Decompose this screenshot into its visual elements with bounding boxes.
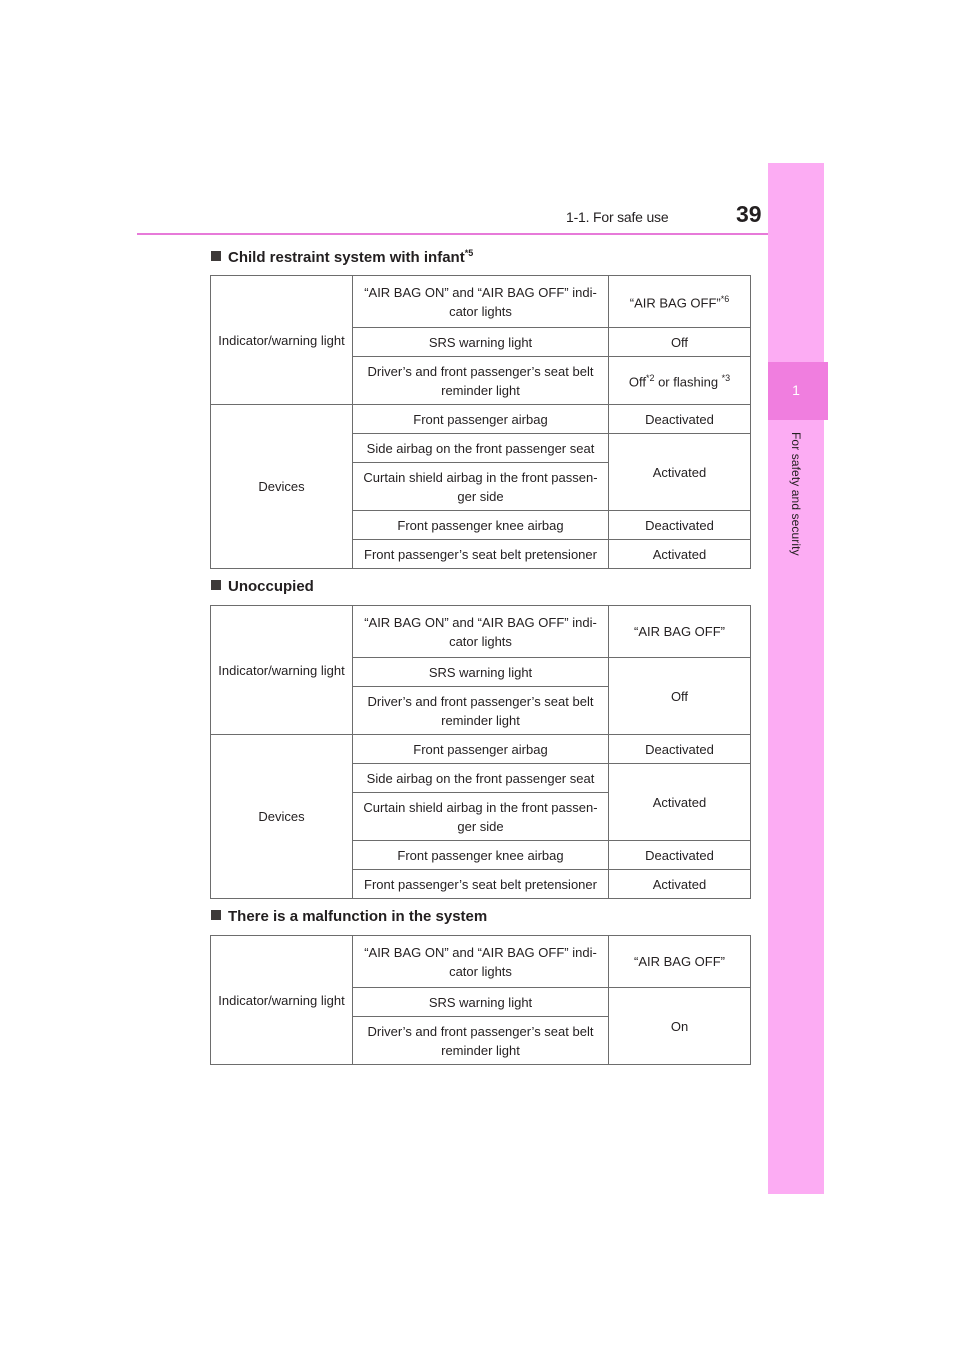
footnote-ref: *2 — [645, 373, 655, 384]
item-cell: Driver’s and front passenger’s seat belt reminder light — [353, 1017, 609, 1065]
table-row — [211, 405, 751, 434]
page-number: 39 — [736, 201, 762, 227]
indicator-label: Indicator/warning light — [211, 276, 353, 405]
table-row — [211, 606, 751, 658]
value-text: “AIR BAG OFF” — [629, 295, 721, 311]
section-heading-unoccupied — [211, 578, 314, 595]
square-bullet-icon — [211, 910, 221, 920]
square-bullet-icon — [211, 580, 221, 590]
side-band — [768, 163, 824, 1194]
footnote-ref: *3 — [721, 373, 731, 384]
item-cell: SRS warning light — [353, 658, 609, 687]
item-cell: Driver’s and front passenger’s seat belt reminder light — [353, 357, 609, 405]
value-cell: “AIR BAG OFF” — [609, 606, 751, 658]
value-cell: Off — [609, 658, 751, 735]
value-text: Off — [628, 374, 646, 390]
section-heading-malfunction — [211, 908, 487, 925]
malfunction-table — [210, 935, 751, 1065]
table-row — [211, 735, 751, 764]
indicator-label: Indicator/warning light — [211, 936, 353, 1065]
item-cell: Side airbag on the front passenger seat — [353, 434, 609, 463]
section-title: 1-1. For safe use — [566, 209, 669, 225]
item-cell: Driver’s and front passenger’s seat belt reminder light — [353, 687, 609, 735]
section-heading-infant — [211, 248, 473, 266]
devices-label: Devices — [211, 405, 353, 569]
value-cell: Activated — [609, 764, 751, 841]
item-cell: Front passenger knee airbag — [353, 511, 609, 540]
table-row — [211, 276, 751, 328]
value-cell — [609, 357, 751, 405]
value-cell: “AIR BAG OFF” — [609, 936, 751, 988]
heading-text: There is a malfunction in the system — [228, 908, 488, 925]
footnote-ref: *6 — [720, 294, 730, 305]
item-cell: Front passenger knee airbag — [353, 841, 609, 870]
devices-label: Devices — [211, 735, 353, 899]
value-cell: Activated — [609, 434, 751, 511]
table-row — [211, 936, 751, 988]
value-cell: Off — [609, 328, 751, 357]
item-cell: Curtain shield airbag in the front passen-ger side — [353, 463, 609, 511]
item-cell: Curtain shield airbag in the front passen-ger side — [353, 793, 609, 841]
item-cell: Front passenger airbag — [353, 405, 609, 434]
item-cell: “AIR BAG ON” and “AIR BAG OFF” indi-cator lights — [353, 606, 609, 658]
chapter-title: For safety and security — [789, 432, 803, 556]
heading-text: Unoccupied — [228, 578, 314, 595]
item-cell: Front passenger airbag — [353, 735, 609, 764]
footnote-ref: *5 — [464, 248, 474, 258]
value-cell: Deactivated — [609, 841, 751, 870]
item-cell: SRS warning light — [353, 988, 609, 1017]
item-cell: Front passenger’s seat belt pretensioner — [353, 870, 609, 899]
header-rule — [137, 233, 768, 235]
item-cell: “AIR BAG ON” and “AIR BAG OFF” indi-cator lights — [353, 936, 609, 988]
value-cell — [609, 276, 751, 328]
value-cell: Deactivated — [609, 405, 751, 434]
infant-table — [210, 275, 751, 569]
value-cell: Deactivated — [609, 511, 751, 540]
value-cell: On — [609, 988, 751, 1065]
value-cell: Activated — [609, 540, 751, 569]
value-cell: Deactivated — [609, 735, 751, 764]
indicator-label: Indicator/warning light — [211, 606, 353, 735]
item-cell: Front passenger’s seat belt pretensioner — [353, 540, 609, 569]
item-cell: SRS warning light — [353, 328, 609, 357]
item-cell: “AIR BAG ON” and “AIR BAG OFF” indi-cator lights — [353, 276, 609, 328]
heading-text: Child restraint system with infant — [228, 249, 465, 266]
chapter-number: 1 — [792, 382, 800, 398]
value-cell: Activated — [609, 870, 751, 899]
item-cell: Side airbag on the front passenger seat — [353, 764, 609, 793]
value-text: or flashing — [654, 374, 722, 390]
unoccupied-table — [210, 605, 751, 899]
chapter-tab — [768, 362, 828, 420]
square-bullet-icon — [211, 251, 221, 261]
